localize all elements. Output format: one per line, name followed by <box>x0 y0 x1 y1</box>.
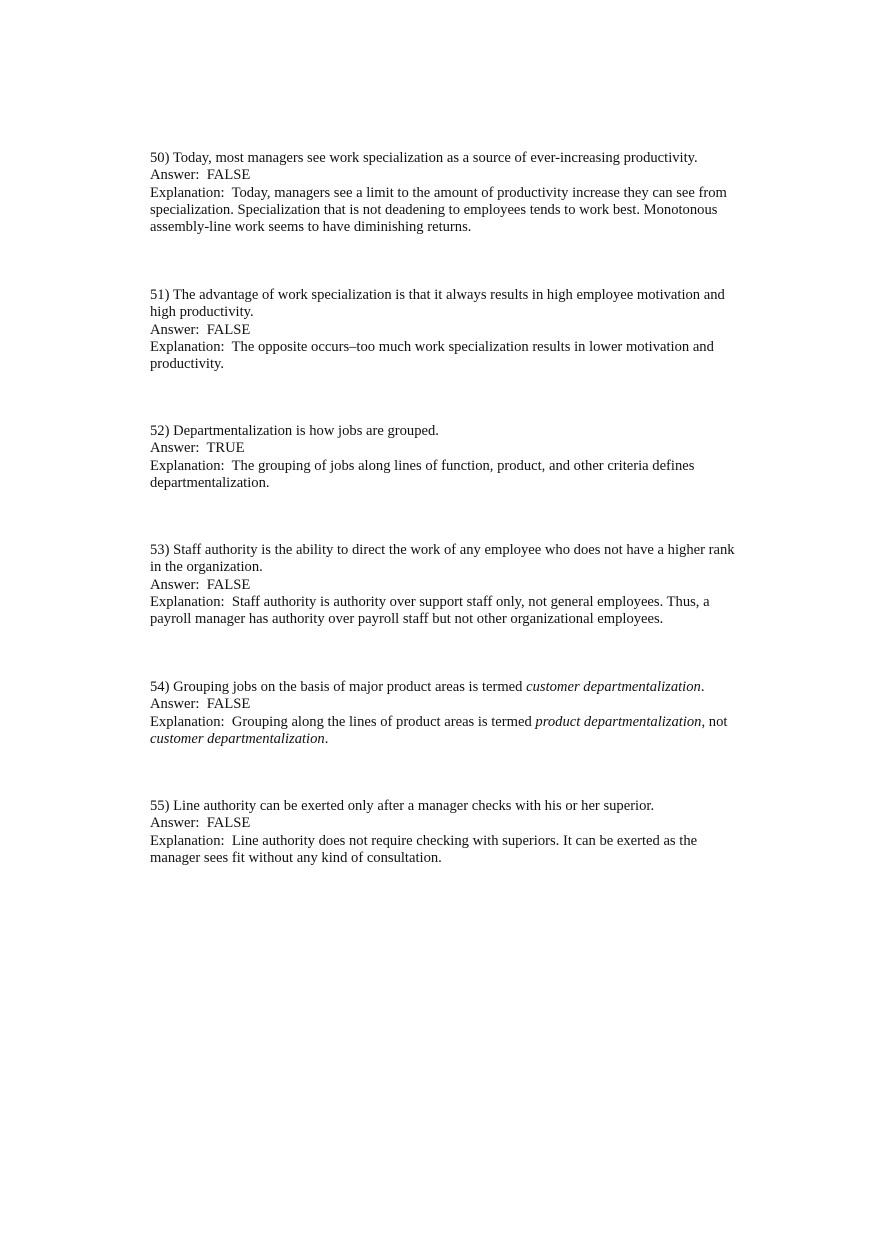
question-54-block <box>150 679 740 748</box>
question-54-explanation-italic-1: product departmentalization <box>535 713 702 730</box>
question-51-answer: Answer: FALSE <box>150 321 251 338</box>
question-55-block <box>150 798 740 867</box>
question-51-text: 51) The advantage of work specialization is that it always results in high employee motivation and high productivity. <box>150 287 729 321</box>
question-53-answer: Answer: FALSE <box>150 576 251 593</box>
question-54-italic-term: customer departmentalization <box>526 679 701 695</box>
question-53-explanation: Explanation: Staff authority is authority over support staff only, not general employees. Thus, a payroll manager has authority over payroll staff but not other organizational employees. <box>150 593 714 628</box>
question-55-answer: Answer: FALSE <box>150 815 251 832</box>
question-55-text: 55) Line authority can be exerted only after a manager checks with his or her superior. <box>150 798 655 814</box>
question-54-suffix: . <box>700 679 705 695</box>
question-51-block <box>150 287 740 373</box>
question-54-explanation-prefix: Explanation: Grouping along the lines of product areas is termed <box>150 713 536 730</box>
question-50-block <box>150 150 740 236</box>
question-54-explanation-suffix: . <box>324 730 329 747</box>
question-52-answer: Answer: TRUE <box>150 440 245 457</box>
question-53-text: 53) Staff authority is the ability to direct the work of any employee who does not have a higher rank in the organization. <box>150 542 739 576</box>
question-50-explanation: Explanation: Today, managers see a limit to the amount of productivity increase they can see from specialization. Specialization that is not deadening to employees tends to work best. Monotonous assembly-line work seems to have diminishing returns. <box>150 184 731 236</box>
question-51-explanation: Explanation: The opposite occurs–too much work specialization results in lower motivation and productivity. <box>150 338 718 373</box>
question-54-prefix: 54) Grouping jobs on the basis of major product areas is termed <box>150 679 527 695</box>
question-52-text: 52) Departmentalization is how jobs are grouped. <box>150 423 439 439</box>
question-54-answer: Answer: FALSE <box>150 696 251 713</box>
question-54-explanation-middle: , not <box>701 713 732 730</box>
question-50-answer: Answer: FALSE <box>150 167 251 184</box>
question-53-block <box>150 542 740 628</box>
question-50-text: 50) Today, most managers see work specialization as a source of ever-increasing productivity. <box>150 150 698 166</box>
question-54-text <box>150 679 740 696</box>
question-55-explanation: Explanation: Line authority does not require checking with superiors. It can be exerted as the manager sees fit without any kind of consultation. <box>150 832 701 866</box>
question-52-explanation: Explanation: The grouping of jobs along lines of function, product, and other criteria defines departmentalization. <box>150 457 699 491</box>
question-52-block <box>150 423 740 492</box>
question-54-explanation-italic-2: customer departmentalization <box>150 730 325 747</box>
question-54-explanation <box>150 714 740 749</box>
